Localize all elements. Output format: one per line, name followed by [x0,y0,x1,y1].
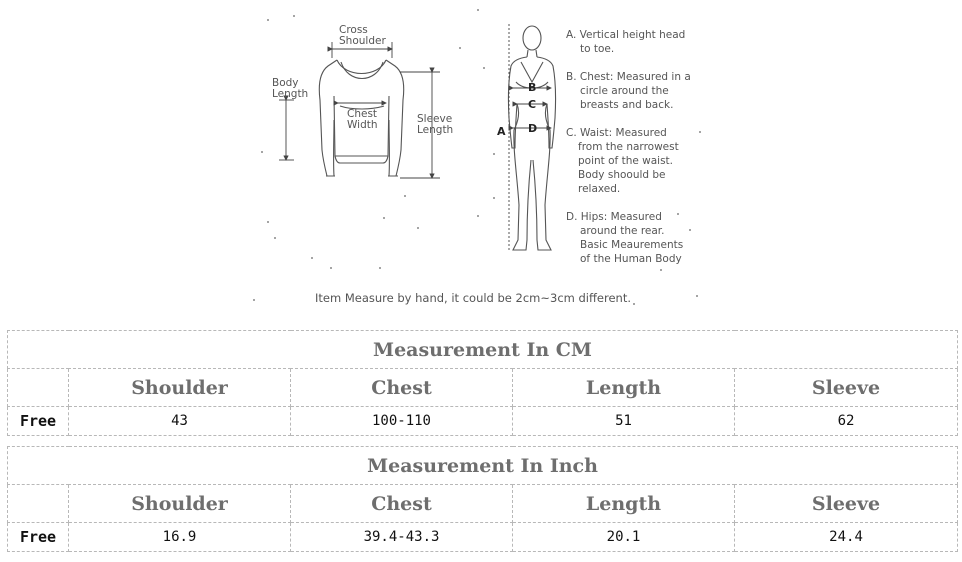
inch-header-shoulder: Shoulder [69,485,291,523]
inch-header-sleeve: Sleeve [735,485,958,523]
cm-value-chest: 100-110 [291,407,513,436]
marker-a: A [497,125,506,138]
cm-value-sleeve: 62 [735,407,958,436]
measure-caption: Item Measure by hand, it could be 2cm~3cm different. [314,291,632,305]
inch-row-label: Free [8,523,69,552]
inch-value-shoulder: 16.9 [69,523,291,552]
cm-header-chest: Chest [291,369,513,407]
marker-c: C [528,98,537,111]
inch-table [7,446,958,552]
chest-width-label: Chest Width [347,108,378,131]
cm-table [7,330,958,436]
note-d: D. Hips: Measured around the rear. Basic Meaurements of the Human Body [566,211,684,265]
cm-header-sleeve: Sleeve [735,369,958,407]
inch-corner-cell [8,485,69,523]
cm-header-length: Length [513,369,735,407]
note-c: C. Waist: Measured from the narrowest point of the waist. Body shoould be relaxed. [566,127,679,195]
inch-value-sleeve: 24.4 [735,523,958,552]
body-figure [508,26,555,250]
cm-value-shoulder: 43 [69,407,291,436]
marker-b: B [528,81,537,94]
table-row [8,407,958,436]
cm-table-title: Measurement In CM [8,331,958,369]
note-b: B. Chest: Measured in a circle around the breasts and back. [566,71,691,111]
inch-value-chest: 39.4-43.3 [291,523,513,552]
note-a: A. Vertical height head to toe. [566,29,686,55]
table-row [8,523,958,552]
cm-value-length: 51 [513,407,735,436]
sleeve-length-label: Sleeve Length [417,113,454,136]
cross-shoulder-label: Cross Shoulder [339,24,386,47]
marker-d: D [528,122,538,135]
inch-table-title: Measurement In Inch [8,447,958,485]
cm-header-shoulder: Shoulder [69,369,291,407]
inch-value-length: 20.1 [513,523,735,552]
inch-header-chest: Chest [291,485,513,523]
cm-corner-cell [8,369,69,407]
cm-row-label: Free [8,407,69,436]
inch-header-length: Length [513,485,735,523]
body-length-label: Body Length [272,77,309,100]
